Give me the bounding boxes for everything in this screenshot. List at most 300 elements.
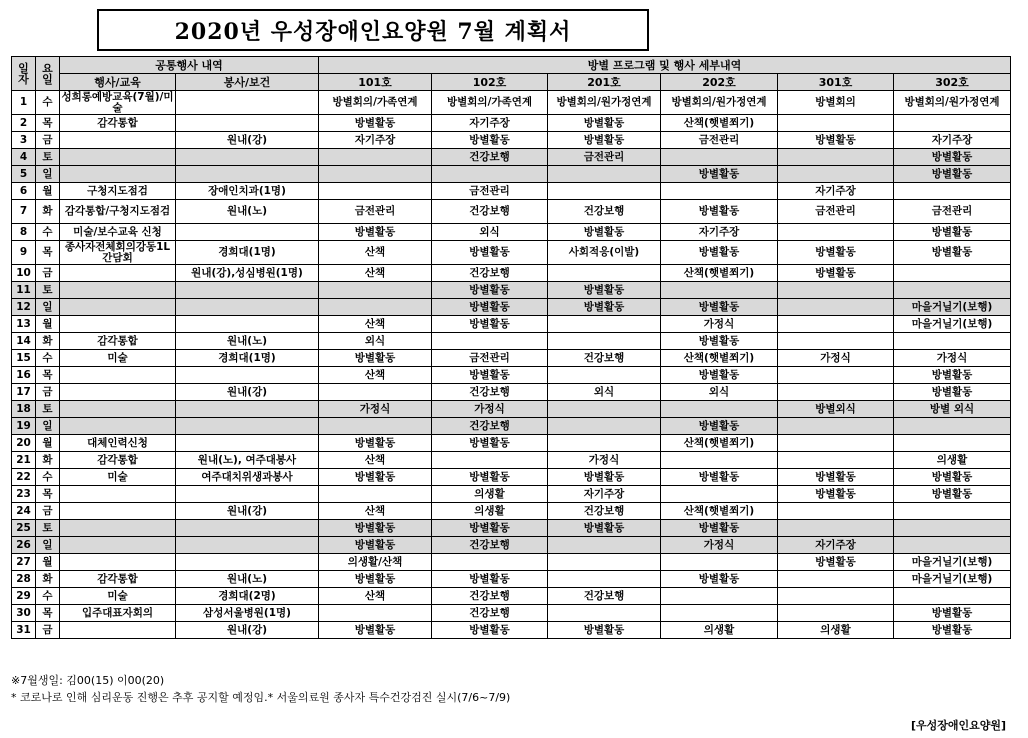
event-cell — [60, 520, 176, 537]
room-101-cell: 산책 — [319, 316, 432, 333]
room-202-cell — [661, 605, 778, 622]
room-102-cell: 가정식 — [432, 401, 548, 418]
event-cell — [60, 282, 176, 299]
room-301-cell: 자기주장 — [778, 537, 894, 554]
table-row — [12, 282, 1011, 299]
day-cell: 9 — [12, 241, 36, 265]
visit-cell: 원내(노) — [176, 333, 319, 350]
room-301-cell — [778, 115, 894, 132]
visit-cell: 장애인치과(1명) — [176, 183, 319, 200]
weekday-cell: 화 — [36, 200, 60, 224]
notice-note: * 코로나로 인해 심리운동 진행은 추후 공지할 예정임.* 서울의료원 종사자 특수건강검진 실시(7/6~7/9) — [11, 691, 511, 704]
room-302-cell: 금전관리 — [894, 200, 1011, 224]
table-row — [12, 149, 1011, 166]
visit-cell: 경희대(1명) — [176, 350, 319, 367]
room-301-cell: 가정식 — [778, 350, 894, 367]
room-301-cell — [778, 282, 894, 299]
table-row — [12, 486, 1011, 503]
room-202-cell — [661, 401, 778, 418]
room-302-cell: 마을거닐기(보행) — [894, 554, 1011, 571]
event-cell: 미술/보수교육 신청 — [60, 224, 176, 241]
weekday-cell: 토 — [36, 282, 60, 299]
room-201-cell — [548, 571, 661, 588]
table-row — [12, 554, 1011, 571]
table-row — [12, 132, 1011, 149]
weekday-cell: 금 — [36, 622, 60, 639]
room-102-cell: 금전관리 — [432, 350, 548, 367]
room-302-cell — [894, 333, 1011, 350]
weekday-cell: 수 — [36, 469, 60, 486]
room-101-cell: 방별활동 — [319, 571, 432, 588]
event-cell — [60, 132, 176, 149]
room-202-cell: 방별활동 — [661, 166, 778, 183]
table-row — [12, 115, 1011, 132]
event-cell — [60, 537, 176, 554]
day-cell: 29 — [12, 588, 36, 605]
room-101-cell: 의생활/산책 — [319, 554, 432, 571]
room-202-cell: 외식 — [661, 384, 778, 401]
room-202-cell: 가정식 — [661, 537, 778, 554]
event-education-header: 행사/교육 — [60, 74, 176, 91]
room-101-cell: 산책 — [319, 452, 432, 469]
event-cell — [60, 418, 176, 435]
room-302-cell — [894, 418, 1011, 435]
room-202-cell: 산책(햇볕쬐기) — [661, 115, 778, 132]
room-102-cell — [432, 452, 548, 469]
day-cell: 28 — [12, 571, 36, 588]
room-202-cell: 의생활 — [661, 622, 778, 639]
day-cell: 2 — [12, 115, 36, 132]
day-cell: 24 — [12, 503, 36, 520]
room-101-cell: 산책 — [319, 241, 432, 265]
weekday-cell: 목 — [36, 115, 60, 132]
room-302-cell — [894, 183, 1011, 200]
event-cell — [60, 503, 176, 520]
visit-cell: 원내(강) — [176, 503, 319, 520]
weekday-cell: 일 — [36, 299, 60, 316]
room-302-cell — [894, 435, 1011, 452]
room-102-cell: 방별활동 — [432, 469, 548, 486]
visit-cell: 원내(노) — [176, 200, 319, 224]
room-202-cell: 산책(햇볕쬐기) — [661, 435, 778, 452]
room-202-cell: 방별활동 — [661, 241, 778, 265]
room-201-header: 201호 — [548, 74, 661, 91]
room-201-cell: 방별활동 — [548, 469, 661, 486]
room-102-cell: 의생활 — [432, 486, 548, 503]
room-202-cell: 방별활동 — [661, 200, 778, 224]
room-201-cell: 금전관리 — [548, 149, 661, 166]
room-202-cell — [661, 452, 778, 469]
day-cell: 18 — [12, 401, 36, 418]
room-101-cell: 방별활동 — [319, 622, 432, 639]
room-102-header: 102호 — [432, 74, 548, 91]
room-302-cell: 마을거닐기(보행) — [894, 571, 1011, 588]
room-301-cell — [778, 166, 894, 183]
room-302-cell: 방별활동 — [894, 469, 1011, 486]
day-cell: 21 — [12, 452, 36, 469]
day-header: 일 자 — [12, 57, 36, 91]
day-cell: 19 — [12, 418, 36, 435]
room-302-cell — [894, 520, 1011, 537]
weekday-cell: 화 — [36, 333, 60, 350]
weekday-cell: 월 — [36, 435, 60, 452]
room-202-cell: 방별활동 — [661, 418, 778, 435]
room-102-cell: 건강보행 — [432, 605, 548, 622]
room-301-cell: 의생활 — [778, 622, 894, 639]
event-cell — [60, 299, 176, 316]
room-101-cell: 방별회의/가족연계 — [319, 91, 432, 115]
room-301-cell — [778, 452, 894, 469]
room-102-cell: 의생활 — [432, 503, 548, 520]
visit-cell — [176, 316, 319, 333]
visit-cell — [176, 537, 319, 554]
day-cell: 1 — [12, 91, 36, 115]
day-cell: 31 — [12, 622, 36, 639]
visit-cell — [176, 367, 319, 384]
table-row — [12, 418, 1011, 435]
notes — [11, 672, 510, 706]
visit-cell: 여주대치위생과봉사 — [176, 469, 319, 486]
room-301-cell — [778, 333, 894, 350]
room-201-cell — [548, 316, 661, 333]
room-301-cell: 자기주장 — [778, 183, 894, 200]
room-201-cell — [548, 183, 661, 200]
day-cell: 15 — [12, 350, 36, 367]
table-row — [12, 469, 1011, 486]
table-row — [12, 367, 1011, 384]
table-row — [12, 241, 1011, 265]
event-cell — [60, 486, 176, 503]
room-102-cell: 방별활동 — [432, 622, 548, 639]
visit-cell: 삼성서울병원(1명) — [176, 605, 319, 622]
room-302-cell: 마을거닐기(보행) — [894, 316, 1011, 333]
room-201-cell — [548, 537, 661, 554]
event-cell — [60, 265, 176, 282]
room-101-cell: 방별활동 — [319, 350, 432, 367]
weekday-cell: 금 — [36, 503, 60, 520]
table-row — [12, 265, 1011, 282]
room-202-cell: 방별활동 — [661, 299, 778, 316]
room-302-cell — [894, 115, 1011, 132]
event-cell: 감각통합 — [60, 571, 176, 588]
room-201-cell — [548, 401, 661, 418]
room-301-cell: 방별활동 — [778, 486, 894, 503]
room-301-cell — [778, 299, 894, 316]
day-cell: 20 — [12, 435, 36, 452]
room-201-cell: 건강보행 — [548, 588, 661, 605]
room-102-cell: 방별활동 — [432, 282, 548, 299]
weekday-cell: 토 — [36, 520, 60, 537]
room-302-cell — [894, 588, 1011, 605]
table-row — [12, 571, 1011, 588]
room-201-cell: 건강보행 — [548, 350, 661, 367]
weekday-cell: 화 — [36, 571, 60, 588]
room-202-cell — [661, 149, 778, 166]
room-102-cell: 방별활동 — [432, 132, 548, 149]
table-row — [12, 537, 1011, 554]
day-cell: 23 — [12, 486, 36, 503]
table-row — [12, 183, 1011, 200]
room-201-cell: 방별회의/원가정연계 — [548, 91, 661, 115]
birthday-note: ※7월생일: 김00(15) 이00(20) — [11, 674, 165, 687]
room-102-cell: 건강보행 — [432, 537, 548, 554]
weekday-cell: 목 — [36, 486, 60, 503]
room-202-cell: 방별활동 — [661, 367, 778, 384]
event-cell: 미술 — [60, 469, 176, 486]
room-301-cell — [778, 435, 894, 452]
visit-cell — [176, 401, 319, 418]
table-row — [12, 316, 1011, 333]
room-302-cell: 방별활동 — [894, 241, 1011, 265]
room-101-cell: 방별활동 — [319, 115, 432, 132]
visit-cell — [176, 166, 319, 183]
room-102-cell: 건강보행 — [432, 200, 548, 224]
room-301-cell — [778, 316, 894, 333]
room-101-cell: 산책 — [319, 367, 432, 384]
weekday-cell: 토 — [36, 401, 60, 418]
room-302-cell: 방별활동 — [894, 622, 1011, 639]
weekday-cell: 화 — [36, 452, 60, 469]
room-101-cell: 자기주장 — [319, 132, 432, 149]
room-102-cell: 외식 — [432, 224, 548, 241]
table-row — [12, 91, 1011, 115]
event-cell — [60, 367, 176, 384]
room-302-cell: 방별활동 — [894, 224, 1011, 241]
event-cell: 감각통합 — [60, 115, 176, 132]
visit-cell: 원내(강) — [176, 622, 319, 639]
room-101-cell: 방별활동 — [319, 537, 432, 554]
room-302-cell: 방별활동 — [894, 486, 1011, 503]
room-302-cell: 방별 외식 — [894, 401, 1011, 418]
weekday-cell: 금 — [36, 132, 60, 149]
room-301-cell: 방별활동 — [778, 469, 894, 486]
room-102-cell: 방별활동 — [432, 241, 548, 265]
room-302-header: 302호 — [894, 74, 1011, 91]
visit-cell — [176, 149, 319, 166]
visit-cell — [176, 418, 319, 435]
weekday-cell: 수 — [36, 350, 60, 367]
monthly-plan-table — [11, 56, 1011, 639]
common-events-header: 공통행사 내역 — [60, 57, 319, 74]
room-102-cell: 방별활동 — [432, 367, 548, 384]
room-101-cell: 방별활동 — [319, 520, 432, 537]
room-201-cell — [548, 418, 661, 435]
room-302-cell: 자기주장 — [894, 132, 1011, 149]
table-row — [12, 384, 1011, 401]
event-cell: 미술 — [60, 350, 176, 367]
room-101-cell: 산책 — [319, 588, 432, 605]
page-title: 2020년 우성장애인요양원 7월 계획서 — [97, 9, 649, 51]
day-cell: 5 — [12, 166, 36, 183]
room-301-header: 301호 — [778, 74, 894, 91]
room-201-cell: 건강보행 — [548, 200, 661, 224]
weekday-cell: 일 — [36, 166, 60, 183]
room-202-cell: 자기주장 — [661, 224, 778, 241]
room-101-cell: 산책 — [319, 265, 432, 282]
day-cell: 3 — [12, 132, 36, 149]
room-302-cell: 마을거닐기(보행) — [894, 299, 1011, 316]
room-101-cell — [319, 183, 432, 200]
visit-cell: 원내(노) — [176, 571, 319, 588]
room-201-cell: 방별활동 — [548, 622, 661, 639]
room-202-cell — [661, 183, 778, 200]
visit-cell — [176, 282, 319, 299]
room-302-cell: 방별회의/원가정연계 — [894, 91, 1011, 115]
event-cell: 대체인력신청 — [60, 435, 176, 452]
event-cell: 감각통합/구청지도점검 — [60, 200, 176, 224]
event-cell — [60, 384, 176, 401]
room-301-cell: 방별활동 — [778, 554, 894, 571]
room-301-cell — [778, 418, 894, 435]
day-cell: 22 — [12, 469, 36, 486]
day-cell: 10 — [12, 265, 36, 282]
room-101-cell: 가정식 — [319, 401, 432, 418]
day-cell: 27 — [12, 554, 36, 571]
visit-cell — [176, 299, 319, 316]
room-101-cell: 방별활동 — [319, 469, 432, 486]
weekday-header: 요 일 — [36, 57, 60, 91]
room-201-cell: 방별활동 — [548, 299, 661, 316]
event-cell — [60, 166, 176, 183]
footer-org-name: [우성장애인요양원] — [910, 719, 1006, 732]
visit-cell: 원내(강) — [176, 384, 319, 401]
room-201-cell: 방별활동 — [548, 224, 661, 241]
day-cell: 30 — [12, 605, 36, 622]
room-301-cell — [778, 224, 894, 241]
room-201-cell — [548, 605, 661, 622]
day-cell: 11 — [12, 282, 36, 299]
room-201-cell — [548, 333, 661, 350]
day-cell: 8 — [12, 224, 36, 241]
room-101-cell: 산책 — [319, 503, 432, 520]
room-302-cell: 가정식 — [894, 350, 1011, 367]
day-cell: 26 — [12, 537, 36, 554]
room-101-header: 101호 — [319, 74, 432, 91]
visit-cell — [176, 486, 319, 503]
room-102-cell: 방별활동 — [432, 299, 548, 316]
visit-cell: 경희대(1명) — [176, 241, 319, 265]
event-cell — [60, 554, 176, 571]
room-202-cell: 금전관리 — [661, 132, 778, 149]
table-row — [12, 503, 1011, 520]
room-102-cell: 건강보행 — [432, 418, 548, 435]
room-202-cell: 방별활동 — [661, 520, 778, 537]
room-programs-header: 방별 프로그램 및 행사 세부내역 — [319, 57, 1011, 74]
room-102-cell: 방별회의/가족연계 — [432, 91, 548, 115]
weekday-cell: 목 — [36, 605, 60, 622]
room-301-cell: 방별외식 — [778, 401, 894, 418]
room-302-cell — [894, 537, 1011, 554]
room-202-cell: 산책(햇볕쬐기) — [661, 265, 778, 282]
visit-cell: 경희대(2명) — [176, 588, 319, 605]
table-row — [12, 622, 1011, 639]
room-202-cell: 방별활동 — [661, 333, 778, 350]
day-cell: 25 — [12, 520, 36, 537]
visit-cell — [176, 224, 319, 241]
day-cell: 16 — [12, 367, 36, 384]
weekday-cell: 금 — [36, 265, 60, 282]
day-cell: 13 — [12, 316, 36, 333]
table-row — [12, 350, 1011, 367]
table-row — [12, 299, 1011, 316]
room-102-cell: 건강보행 — [432, 384, 548, 401]
weekday-cell: 금 — [36, 384, 60, 401]
day-cell: 14 — [12, 333, 36, 350]
room-101-cell — [319, 384, 432, 401]
room-301-cell — [778, 384, 894, 401]
room-302-cell — [894, 282, 1011, 299]
room-201-cell: 자기주장 — [548, 486, 661, 503]
room-301-cell — [778, 149, 894, 166]
room-302-cell: 방별활동 — [894, 149, 1011, 166]
weekday-cell: 수 — [36, 588, 60, 605]
room-202-cell: 가정식 — [661, 316, 778, 333]
room-201-cell — [548, 265, 661, 282]
room-102-cell: 방별활동 — [432, 571, 548, 588]
room-301-cell — [778, 367, 894, 384]
room-201-cell: 방별활동 — [548, 520, 661, 537]
event-cell — [60, 401, 176, 418]
room-302-cell: 의생활 — [894, 452, 1011, 469]
visit-cell — [176, 115, 319, 132]
table-row — [12, 452, 1011, 469]
room-102-cell: 자기주장 — [432, 115, 548, 132]
room-202-cell — [661, 554, 778, 571]
room-102-cell: 건강보행 — [432, 149, 548, 166]
event-cell — [60, 149, 176, 166]
weekday-cell: 일 — [36, 537, 60, 554]
room-201-cell: 외식 — [548, 384, 661, 401]
room-201-cell: 가정식 — [548, 452, 661, 469]
room-101-cell — [319, 299, 432, 316]
day-cell: 17 — [12, 384, 36, 401]
room-101-cell — [319, 282, 432, 299]
visit-cell: 원내(강),성심병원(1명) — [176, 265, 319, 282]
room-201-cell: 방별활동 — [548, 132, 661, 149]
room-302-cell — [894, 503, 1011, 520]
room-301-cell — [778, 605, 894, 622]
room-201-cell — [548, 554, 661, 571]
room-201-cell: 사회적응(이발) — [548, 241, 661, 265]
room-202-cell: 산책(햇볕쬐기) — [661, 350, 778, 367]
weekday-cell: 토 — [36, 149, 60, 166]
weekday-cell: 월 — [36, 183, 60, 200]
room-202-cell: 방별활동 — [661, 469, 778, 486]
room-102-cell: 건강보행 — [432, 588, 548, 605]
day-cell: 6 — [12, 183, 36, 200]
room-302-cell: 방별활동 — [894, 605, 1011, 622]
event-cell: 감각통합 — [60, 333, 176, 350]
weekday-cell: 수 — [36, 224, 60, 241]
room-202-cell: 방별회의/원가정연계 — [661, 91, 778, 115]
room-102-cell: 방별활동 — [432, 316, 548, 333]
room-101-cell: 방별활동 — [319, 435, 432, 452]
room-201-cell: 방별활동 — [548, 115, 661, 132]
room-202-cell — [661, 486, 778, 503]
room-102-cell: 방별활동 — [432, 520, 548, 537]
event-cell: 구청지도점검 — [60, 183, 176, 200]
day-cell: 4 — [12, 149, 36, 166]
room-201-cell — [548, 166, 661, 183]
room-201-cell: 방별활동 — [548, 282, 661, 299]
volunteer-health-header: 봉사/보건 — [176, 74, 319, 91]
visit-cell — [176, 91, 319, 115]
room-201-cell — [548, 435, 661, 452]
table-row — [12, 435, 1011, 452]
room-301-cell: 방별활동 — [778, 265, 894, 282]
room-201-cell: 건강보행 — [548, 503, 661, 520]
event-cell — [60, 622, 176, 639]
